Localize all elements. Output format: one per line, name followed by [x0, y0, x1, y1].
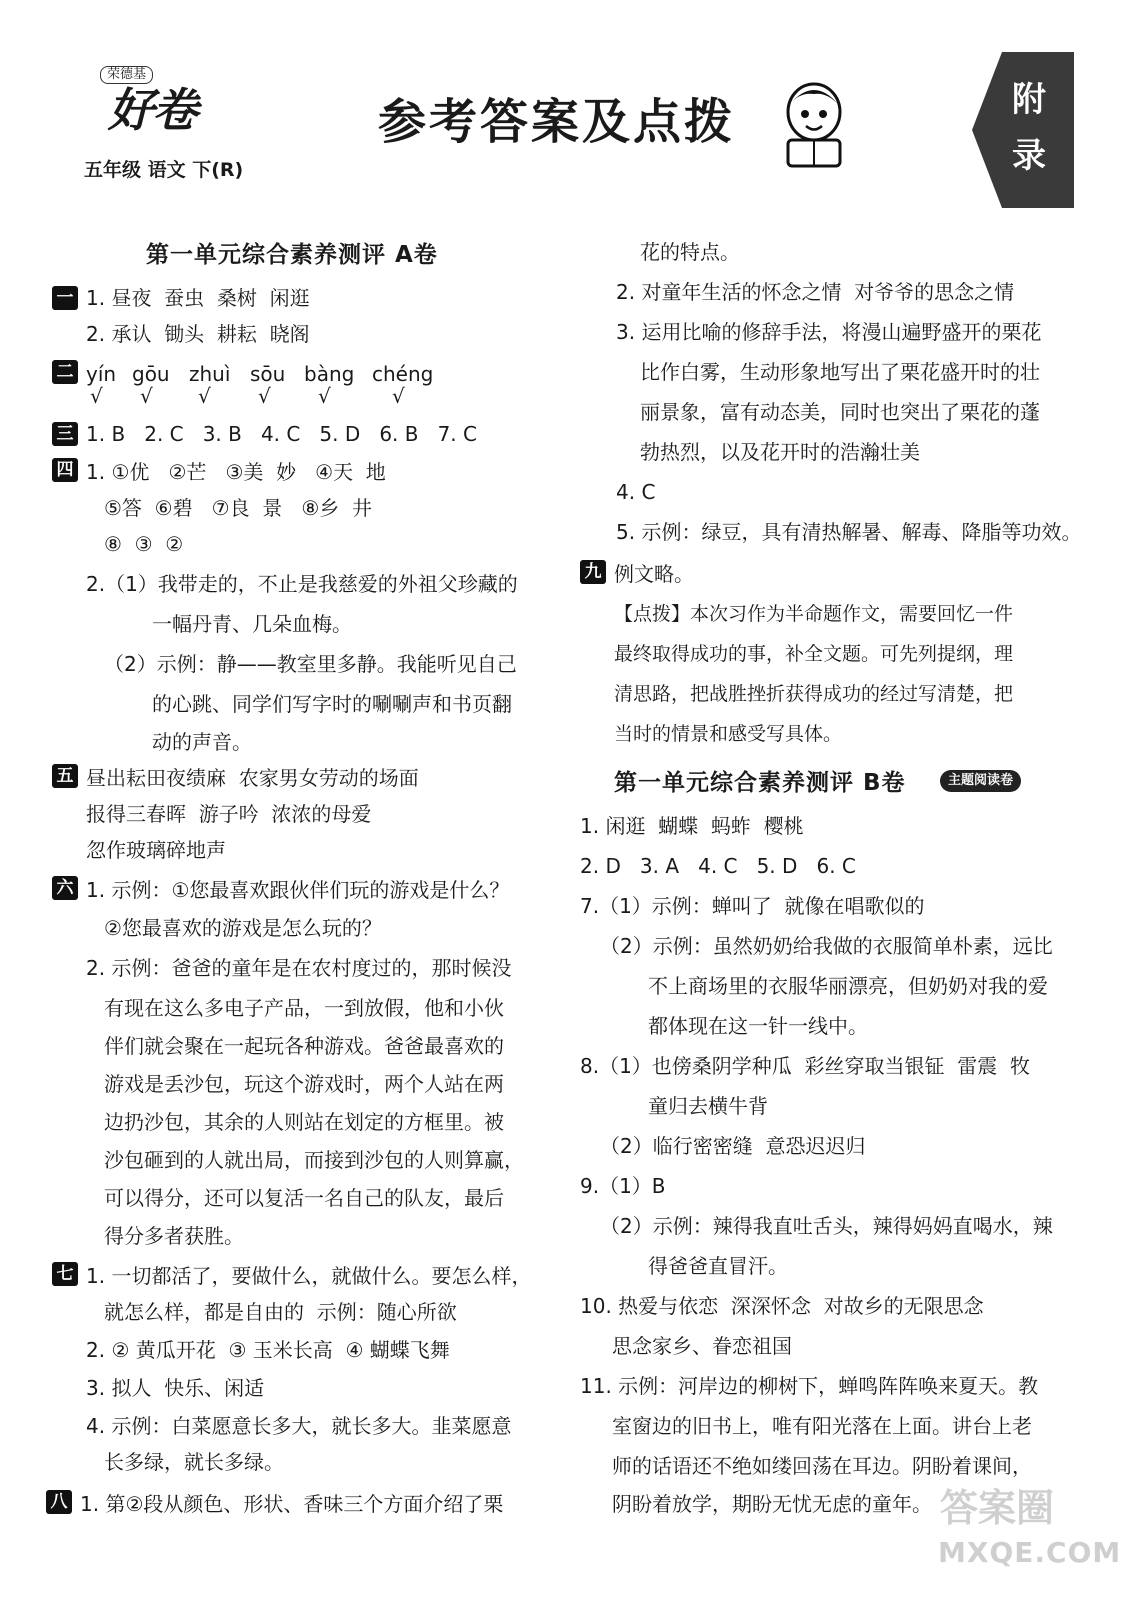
answer-line: 10. 热爱与依恋 深深怀念 对故乡的无限思念 — [580, 1294, 984, 1318]
answer-line: 忽作玻璃碎地声 — [86, 838, 226, 862]
appendix-tab-char-1: 附 — [1012, 80, 1046, 120]
answer-line: 5. 示例：绿豆，具有清热解暑、解毒、降脂等功效。 — [616, 520, 1082, 544]
answer-line: 一幅丹青、几朵血梅。 — [152, 612, 352, 636]
answer-line: 童归去横牛背 — [648, 1094, 768, 1118]
answer-line: 1. ①优 ②芒 ③美 妙 ④天 地 — [86, 460, 386, 484]
check-mark: √ — [90, 384, 103, 408]
brand-small-label: 荣德基 — [100, 66, 153, 84]
tip-line: 最终取得成功的事，补全文题。可先列提纲，理 — [614, 643, 1014, 665]
answer-line: 2. D 3. A 4. C 5. D 6. C — [580, 854, 856, 878]
answer-line: 都体现在这一针一线中。 — [648, 1014, 868, 1038]
answer-line: 9.（1）B — [580, 1174, 666, 1198]
answer-line: （2）示例：虽然奶奶给我做的衣服简单朴素，远比 — [600, 934, 1053, 958]
answer-line: 阴盼着放学，期盼无忧无虑的童年。 — [612, 1492, 932, 1516]
answer-line: （2）临行密密缝 意恐迟迟归 — [600, 1134, 866, 1158]
answer-line: 有现在这么多电子产品，一到放假，他和小伙 — [104, 996, 504, 1020]
appendix-tab — [972, 52, 1074, 208]
answer-line: 11. 示例：河岸边的柳树下，蝉鸣阵阵唤来夏天。教 — [580, 1374, 1039, 1398]
answer-line: 可以得分，还可以复活一名自己的队友，最后 — [104, 1186, 504, 1210]
answer-line: 花的特点。 — [640, 240, 740, 264]
answer-line: 4. C — [616, 480, 656, 504]
watermark — [930, 1484, 1122, 1584]
appendix-tab-char-2: 录 — [1012, 136, 1046, 176]
answer-line: 1. 昼夜 蚕虫 桑树 闲逛 — [86, 286, 310, 310]
tip-line: 清思路，把战胜挫折获得成功的经过写清楚，把 — [614, 683, 1014, 705]
answer-line: 不上商场里的衣服华丽漂亮，但奶奶对我的爱 — [648, 974, 1048, 998]
answer-line: 2. 对童年生活的怀念之情 对爷爷的思念之情 — [616, 280, 1015, 304]
answer-line: 例文略。 — [614, 562, 694, 586]
check-mark: √ — [258, 384, 271, 408]
answer-line: 报得三春晖 游子吟 浓浓的母爱 — [86, 802, 372, 826]
watermark-line-2: MXQE.COM — [938, 1536, 1122, 1569]
answer-line: 昼出耘田夜绩麻 农家男女劳动的场面 — [86, 766, 419, 790]
answer-line: 2. 承认 锄头 耕耘 晓阁 — [86, 322, 310, 346]
pinyin-item: zhuì — [189, 362, 231, 386]
answer-line: 的心跳、同学们写字时的唰唰声和书页翻 — [152, 692, 512, 716]
answer-line: 8.（1）也傍桑阴学种瓜 彩丝穿取当银钲 雷震 牧 — [580, 1054, 1030, 1078]
section-badge-7: 七 — [52, 1262, 78, 1286]
answer-line: 就怎么样，都是自由的 示例：随心所欲 — [104, 1300, 457, 1324]
answer-line: 比作白雾，生动形象地写出了栗花盛开时的壮 — [640, 360, 1040, 384]
section-title-a: 第一单元综合素养测评 A卷 — [146, 242, 438, 268]
answer-line: 得爸爸直冒汗。 — [648, 1254, 788, 1278]
answer-line: 丽景象，富有动态美，同时也突出了栗花的蓬 — [640, 400, 1040, 424]
section-badge-1: 一 — [52, 286, 78, 310]
section-badge-4: 四 — [52, 458, 78, 482]
answer-line: （2）示例：辣得我直吐舌头，辣得妈妈直喝水，辣 — [600, 1214, 1053, 1238]
answer-line: 7.（1）示例：蝉叫了 就像在唱歌似的 — [580, 894, 925, 918]
answer-line: 2. 示例：爸爸的童年是在农村度过的，那时候没 — [86, 956, 512, 980]
answer-line: 4. 示例：白菜愿意长多大，就长多大。韭菜愿意 — [86, 1414, 512, 1438]
answer-line: 游戏是丢沙包，玩这个游戏时，两个人站在两 — [104, 1072, 504, 1096]
answer-line: ②您最喜欢的游戏是怎么玩的？ — [104, 916, 382, 940]
tip-line: 【点拨】本次习作为半命题作文，需要回忆一件 — [614, 603, 1014, 625]
check-mark: √ — [392, 384, 405, 408]
section-badge-2: 二 — [52, 360, 78, 384]
answer-line: 师的话语还不绝如缕回荡在耳边。阴盼着课间， — [612, 1454, 1032, 1478]
brand-logo — [86, 60, 236, 160]
section-tag: 主题阅读卷 — [940, 770, 1021, 792]
watermark-line-1: 答案圈 — [940, 1486, 1055, 1530]
answer-line: ⑤答 ⑥碧 ⑦良 景 ⑧乡 井 — [104, 496, 373, 520]
answer-line: ⑧ ③ ② — [104, 532, 184, 556]
brand-big-label: 好卷 — [108, 83, 196, 137]
check-mark: √ — [198, 384, 211, 408]
answer-line: 1. 闲逛 蝴蝶 蚂蚱 樱桃 — [580, 814, 804, 838]
answer-line: 1. 示例：①您最喜欢跟伙伴们玩的游戏是什么？ — [86, 878, 510, 902]
section-badge-9: 九 — [580, 560, 606, 584]
answer-line: 得分多者获胜。 — [104, 1224, 244, 1248]
answer-line: 沙包砸到的人就出局，而接到沙包的人则算赢， — [104, 1148, 524, 1172]
check-mark: √ — [318, 384, 331, 408]
answer-line: 2. ② 黄瓜开花 ③ 玉米长高 ④ 蝴蝶飞舞 — [86, 1338, 450, 1362]
answer-line: 长多绿，就长多绿。 — [104, 1450, 284, 1474]
answer-line: 1. 一切都活了，要做什么，就做什么。要怎么样， — [86, 1264, 532, 1288]
answer-line: 勃热烈，以及花开时的浩瀚壮美 — [640, 440, 920, 464]
answer-line: 室窗边的旧书上，唯有阳光落在上面。讲台上老 — [612, 1414, 1032, 1438]
page-title: 参考答案及点拨 — [378, 94, 736, 150]
pinyin-item: bàng — [304, 362, 355, 386]
answer-line: 1. 第②段从颜色、形状、香味三个方面介绍了栗 — [80, 1492, 504, 1516]
pinyin-item: gōu — [132, 362, 170, 386]
answer-line: 3. 运用比喻的修辞手法，将漫山遍野盛开的栗花 — [616, 320, 1042, 344]
answer-line: 伴们就会聚在一起玩各种游戏。爸爸最喜欢的 — [104, 1034, 504, 1058]
mascot-illustration — [778, 78, 850, 170]
answer-line: （2）示例：静——教室里多静。我能听见自己 — [104, 652, 517, 676]
section-badge-3: 三 — [52, 422, 78, 446]
pinyin-item: sōu — [250, 362, 286, 386]
answer-line: 思念家乡、眷恋祖国 — [612, 1334, 792, 1358]
answer-line: 3. 拟人 快乐、闲适 — [86, 1376, 265, 1400]
section-badge-6: 六 — [52, 876, 78, 900]
grade-subject-label: 五年级 语文 下(R) — [84, 159, 244, 181]
section-badge-8: 八 — [46, 1490, 72, 1514]
answer-line: 动的声音。 — [152, 730, 252, 754]
section-title-b: 第一单元综合素养测评 B卷 — [614, 770, 906, 796]
tip-line: 当时的情景和感受写具体。 — [614, 723, 843, 745]
answer-line: 边扔沙包，其余的人则站在划定的方框里。被 — [104, 1110, 504, 1134]
pinyin-item: yín — [86, 362, 117, 386]
answer-line: 1. B 2. C 3. B 4. C 5. D 6. B 7. C — [86, 422, 477, 446]
section-badge-5: 五 — [52, 764, 78, 788]
pinyin-item: chéng — [372, 362, 434, 386]
answer-line: 2.（1）我带走的，不止是我慈爱的外祖父珍藏的 — [86, 572, 518, 596]
check-mark: √ — [140, 384, 153, 408]
